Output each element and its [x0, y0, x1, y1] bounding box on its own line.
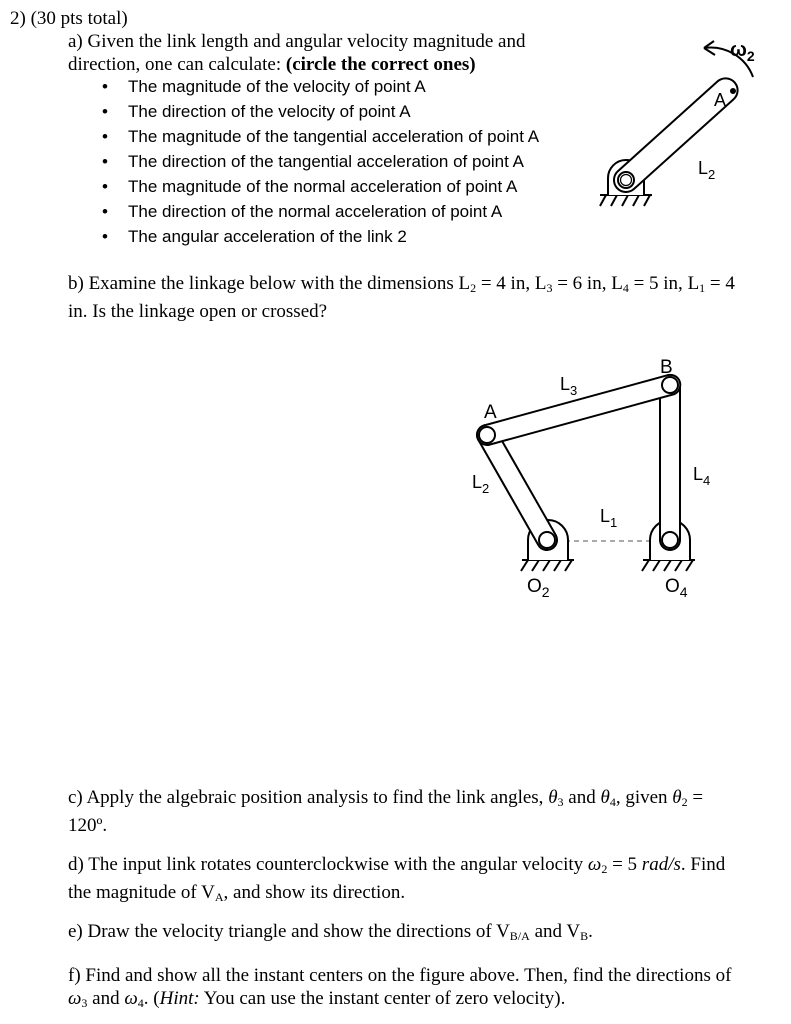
part-b-prompt: [68, 272, 768, 323]
ground-hatch-o2-icon: [521, 560, 574, 571]
dim-l2-value: = 4 in,: [480, 273, 531, 294]
question-number: 2): [10, 8, 26, 29]
part-a-prompt: [68, 30, 558, 76]
part-d-line2-pre: the magnitude of V: [68, 882, 215, 903]
part-f-prompt: [68, 964, 778, 1015]
dim-l1-name: L: [687, 273, 700, 294]
part-e-end: .: [588, 921, 593, 942]
option-label: The magnitude of the velocity of point A: [128, 77, 426, 96]
option-item[interactable]: [102, 74, 582, 99]
part-c-prompt: [68, 786, 768, 837]
omega-3-sub: 3: [81, 996, 88, 1010]
dim-l2-sub: 2: [470, 281, 477, 295]
crank-link-figure: [590, 20, 790, 240]
option-item[interactable]: [102, 149, 582, 174]
ground-hatch-icon: [600, 195, 652, 206]
pivot-o2-pin-icon: [539, 532, 555, 548]
link-l4-body: [660, 375, 680, 550]
part-d-prompt: [68, 853, 778, 909]
option-label: The magnitude of the tangential acceleration of point A: [128, 127, 540, 146]
part-f-line2: $\omega_3$ and $\omega_4$. (Hint: You can use the instant center of zero velocity).: [68, 988, 566, 1010]
hint-text: You can use the instant center of zero velocity).: [203, 988, 566, 1009]
omega-4-sub: 4: [137, 996, 144, 1010]
part-b-line2: in. Is the linkage open or crossed?: [68, 301, 328, 322]
dim-l4-name: L: [611, 273, 623, 294]
dim-l1-value: = 4: [709, 273, 735, 294]
part-b-intro: b) Examine the linkage below with the dimensions L: [68, 273, 471, 294]
label-l2: $L_2$: [472, 472, 490, 496]
label-o4: $O_4$: [665, 576, 688, 600]
label-b: B: [660, 357, 673, 378]
option-label: The direction of the velocity of point A: [128, 102, 411, 121]
dim-l4-sub: 4: [622, 281, 629, 295]
part-a-options-list: [102, 74, 582, 249]
label-o2: $O_2$: [527, 576, 550, 600]
option-item[interactable]: [102, 224, 582, 249]
point-a-label: A: [714, 90, 727, 110]
omega-4-symbol: ω: [124, 988, 138, 1009]
part-f-and: and: [92, 988, 120, 1009]
theta-4-sub: 4: [609, 795, 616, 809]
label-l4: $L_4$: [693, 464, 711, 488]
label-l3: $L_3$: [560, 374, 578, 398]
part-b-line1: [68, 272, 768, 300]
dim-l3-value: = 6 in,: [557, 273, 607, 294]
label-l1: $L_1$: [600, 506, 618, 530]
theta-2-value: 120º.: [68, 815, 108, 836]
part-c-and: and: [568, 787, 596, 808]
omega-2-value: = 5: [612, 854, 638, 875]
dim-l3-name: L: [534, 273, 547, 294]
point-a-dot: [730, 88, 736, 94]
part-c-given: , given: [615, 787, 668, 808]
label-a: A: [484, 402, 497, 423]
theta-3-symbol: θ: [548, 787, 558, 808]
option-item[interactable]: [102, 174, 582, 199]
omega-2-label: $\omega_2$: [730, 39, 755, 64]
joint-b-pin-icon: [662, 377, 678, 393]
part-d-find: . Find: [680, 854, 726, 875]
theta-4-symbol: θ: [600, 787, 610, 808]
link-l2-label: $L_2$: [698, 158, 716, 182]
ground-hatch-o4-icon: [642, 560, 695, 571]
option-label: The angular acceleration of the link 2: [128, 227, 407, 246]
question-header: [10, 7, 128, 30]
link-l3-body: [475, 373, 683, 448]
omega-3-symbol: ω: [68, 988, 82, 1009]
option-item[interactable]: [102, 124, 582, 149]
option-item[interactable]: [102, 99, 582, 124]
omega-2-unit: rad/s: [641, 854, 681, 875]
theta-2-symbol: θ: [672, 787, 682, 808]
vb-sub: B: [580, 929, 589, 943]
dim-l4-value: = 5 in,: [633, 273, 683, 294]
theta-3-sub: 3: [557, 795, 564, 809]
joint-a-pin-icon: [479, 427, 495, 443]
part-e-prompt: [68, 920, 768, 948]
four-bar-linkage-figure: [450, 340, 740, 610]
part-a-emphasis: (circle the correct ones): [285, 54, 476, 75]
part-d-text: d) The input link rotates counterclockwise with the angular velocity: [68, 854, 584, 875]
option-label: The magnitude of the normal acceleration of point A: [128, 177, 518, 196]
hint-label: Hint:: [159, 988, 200, 1009]
part-d-line1: [68, 853, 778, 881]
part-e-text: e) Draw the velocity triangle and show the directions of V: [68, 921, 510, 942]
part-c-text: c) Apply the algebraic position analysis to find the link angles,: [68, 787, 544, 808]
vba-sub: B/A: [509, 929, 530, 943]
part-d-line2-post: , and show its direction.: [223, 882, 406, 903]
theta-2-sub: 2: [681, 795, 688, 809]
dim-l3-sub: 3: [546, 281, 553, 295]
part-d-line2: [68, 881, 778, 909]
option-label: The direction of the tangential acceleration of point A: [128, 152, 524, 171]
pivot-o4-pin-icon: [662, 532, 678, 548]
option-item[interactable]: [102, 199, 582, 224]
omega-2-symbol: ω: [587, 854, 602, 875]
dim-l1-sub: 1: [699, 281, 706, 295]
part-e-mid: and V: [529, 921, 581, 942]
omega-2-sub: 2: [601, 862, 608, 876]
va-sub: A: [214, 890, 224, 904]
part-c-equals: =: [692, 787, 704, 808]
question-points: (30 pts total): [30, 8, 128, 29]
option-label: The direction of the normal acceleration of point A: [128, 202, 503, 221]
part-f-line1: f) Find and show all the instant centers on the figure above. Then, find the directions of: [68, 965, 732, 986]
part-a-text: a) Given the link length and angular velocity magnitude and direction, one can calculate:: [68, 31, 526, 75]
